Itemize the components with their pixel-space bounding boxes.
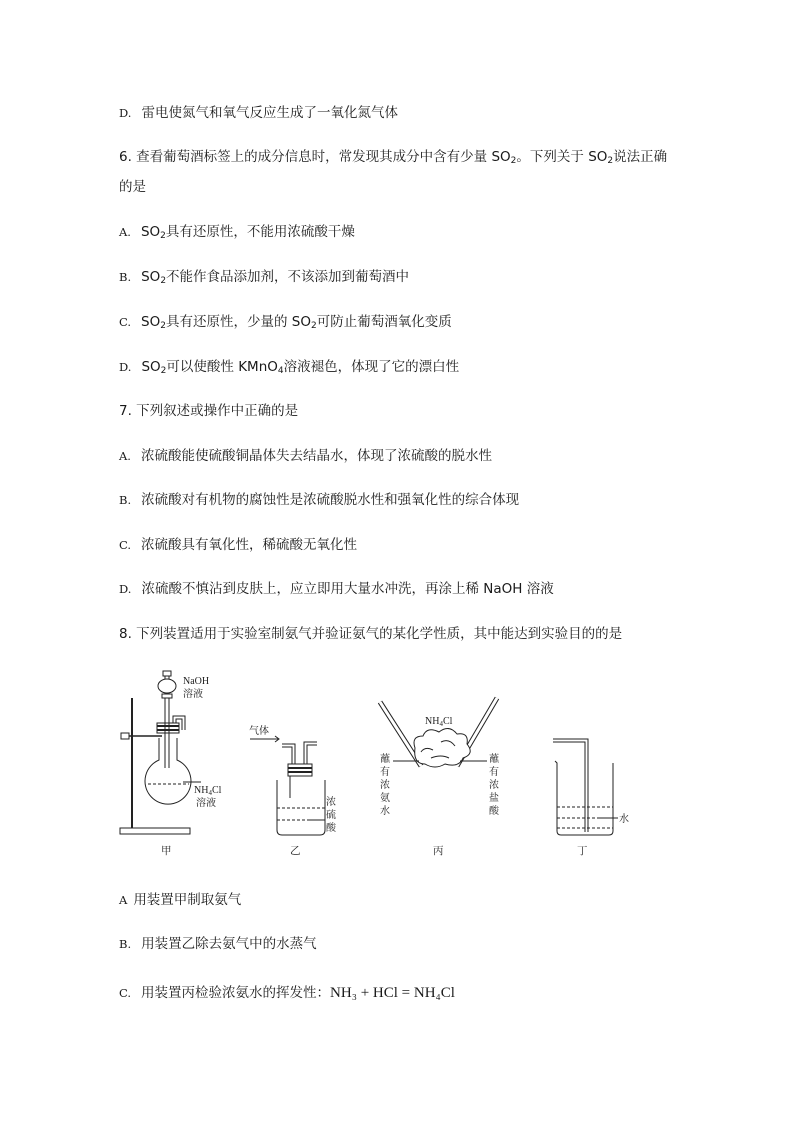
subscript: 2: [510, 156, 517, 166]
q7-option-c: [119, 536, 357, 554]
formula-text: SO: [141, 359, 161, 375]
q7-stem: 7. 下列叙述或操作中正确的是: [119, 403, 299, 419]
subscript: 2: [160, 276, 167, 286]
formula-text: SO: [141, 269, 161, 285]
formula-text: SO: [141, 314, 161, 330]
option-label: C.: [119, 315, 132, 329]
q7-option-b: [119, 491, 519, 509]
left-rod-label-2: 有: [380, 767, 390, 778]
label-conc-h2so4-1: 浓: [326, 797, 336, 808]
option-text: 浓硫酸能使硫酸铜晶体失去结晶水，体现了浓硫酸的脱水性: [140, 448, 492, 464]
label-gas: 气体: [249, 726, 269, 737]
subscript: 2: [160, 321, 166, 331]
label-nh4cl-smoke: $NH_4Cl$: [425, 716, 453, 728]
option-text: 可以使酸性 KMnO: [166, 359, 278, 375]
option-text: 浓硫酸具有氧化性，稀硫酸无氧化性: [141, 537, 358, 553]
q6-stem-line2: 的是: [119, 179, 146, 195]
option-text: 用装置丙检验浓氨水的挥发性：: [141, 985, 331, 1001]
q6-option-a: [119, 223, 355, 241]
option-label: D.: [119, 582, 132, 596]
apparatus-yi: [250, 736, 325, 835]
caption-bing: 丙: [433, 845, 444, 857]
apparatus-figure: [115, 668, 655, 863]
caption-ding: 丁: [577, 845, 588, 857]
q6-stem-line1: [119, 148, 667, 166]
q6-stem-part: 6. 查看葡萄酒标签上的成分信息时，常发现其成分中含有少量 SO: [119, 149, 511, 165]
subscript: 4: [277, 366, 284, 376]
apparatus-bing: [380, 698, 497, 767]
option-text: 用装置乙除去氨气中的水蒸气: [141, 936, 317, 952]
formula-text: SO: [140, 224, 161, 240]
right-rod-label-4: 盐: [489, 793, 499, 804]
q8-option-c: [119, 984, 455, 1002]
option-label: B.: [119, 493, 132, 507]
q8-option-a: [119, 891, 241, 909]
option-text: 用装置甲制取氨气: [133, 892, 242, 908]
option-label: B.: [119, 937, 132, 951]
q6-stem-part: 说法正确: [613, 149, 668, 165]
option-text: 不能作食品添加剂，不该添加到葡萄酒中: [166, 269, 410, 285]
option-text: 浓硫酸不慎沾到皮肤上，应立即用大量水冲洗，再涂上稀 NaOH 溶液: [141, 581, 554, 597]
subscript: 2: [607, 156, 614, 166]
reaction-formula: NH₃ + HCl = NH₄Cl: [330, 985, 455, 1001]
option-text: 具有还原性，少量的 SO: [165, 314, 311, 330]
caption-jia: 甲: [161, 845, 172, 857]
label-water: 水: [619, 814, 629, 825]
label-nh4cl-solution: 溶液: [196, 798, 216, 809]
subscript: 2: [310, 321, 317, 331]
option-label: D.: [119, 360, 132, 374]
option-label: B.: [119, 270, 132, 284]
label-naoh: NaOH: [183, 676, 210, 687]
option-label: D.: [119, 106, 132, 120]
label-nh4cl: $NH_4Cl$: [194, 785, 222, 797]
option-label: C.: [119, 986, 132, 1000]
caption-yi: 乙: [290, 845, 301, 857]
apparatus-ding: [553, 739, 618, 835]
q6-option-b: [119, 268, 409, 286]
label-conc-h2so4-3: 酸: [326, 823, 336, 834]
left-rod-label-1: 蘸: [380, 754, 390, 765]
q6-option-d: [119, 358, 459, 376]
label-conc-h2so4-2: 硫: [326, 810, 336, 821]
subscript: 2: [160, 366, 167, 376]
option-label: A.: [119, 449, 131, 463]
q5-option-d: [119, 104, 398, 122]
q8-option-b: [119, 935, 317, 953]
left-rod-label-5: 水: [380, 806, 390, 817]
right-rod-label-2: 有: [489, 767, 499, 778]
q6-option-c: [119, 313, 452, 331]
right-rod-label-5: 酸: [489, 806, 499, 817]
right-rod-label-1: 蘸: [489, 754, 499, 765]
option-label: A: [119, 893, 128, 907]
option-text: 浓硫酸对有机物的腐蚀性是浓硫酸脱水性和强氧化性的综合体现: [141, 492, 520, 508]
left-rod-label-3: 浓: [380, 780, 390, 791]
option-text: 可防止葡萄酒氧化变质: [316, 314, 452, 330]
q6-stem-part: 。下列关于 SO: [516, 149, 608, 165]
option-label: C.: [119, 538, 132, 552]
option-text: 具有还原性，不能用浓硫酸干燥: [165, 224, 355, 240]
option-text: 雷电使氮气和氧气反应生成了一氧化氮气体: [141, 105, 398, 121]
option-text: 溶液褪色，体现了它的漂白性: [283, 359, 460, 375]
q7-option-a: [119, 447, 492, 465]
right-rod-label-3: 浓: [489, 780, 499, 791]
q8-stem: 8. 下列装置适用于实验室制氨气并验证氨气的某化学性质，其中能达到实验目的的是: [119, 626, 623, 642]
option-label: A.: [119, 225, 131, 239]
q7-option-d: [119, 580, 554, 598]
label-naoh-solution: 溶液: [183, 689, 203, 700]
subscript: 2: [160, 231, 166, 241]
left-rod-label-4: 氨: [380, 793, 390, 804]
